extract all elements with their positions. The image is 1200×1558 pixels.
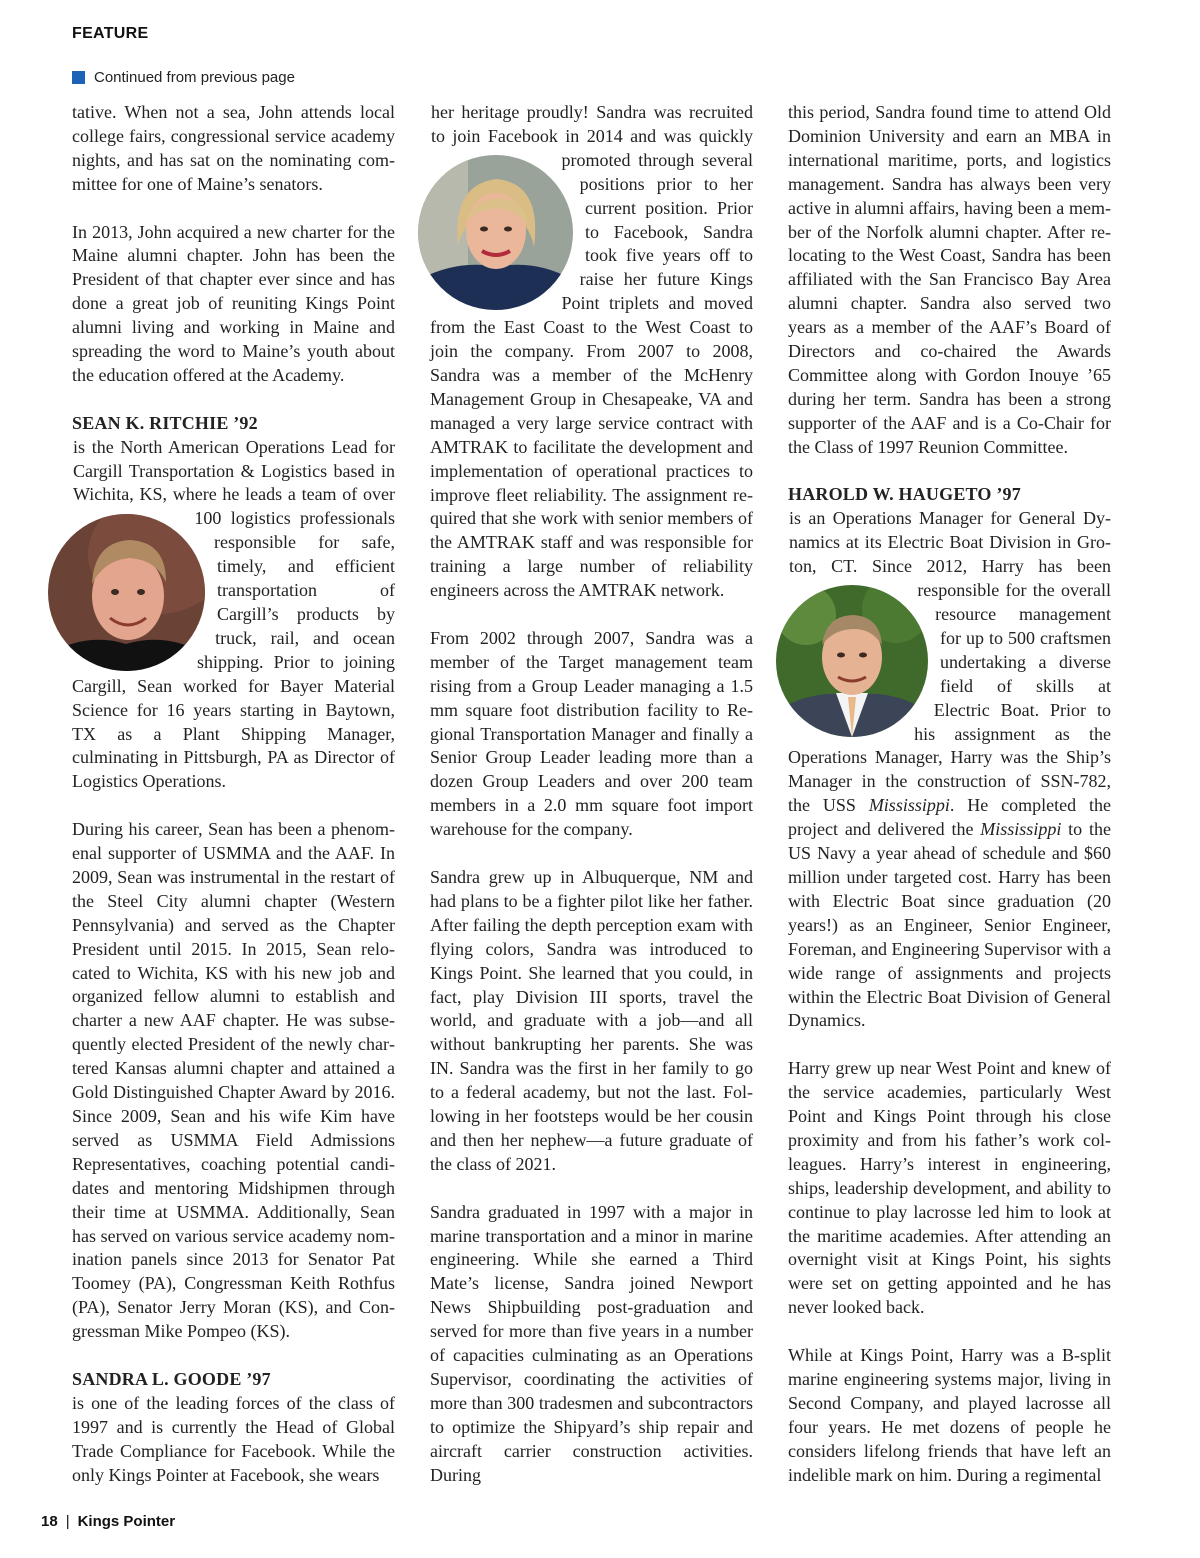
footer-separator: |: [65, 1513, 70, 1530]
paragraph: is an Operations Manager for General Dynamics at its Electric Boat Division in Groton, CT. Since 2012, Harry has been responsible for the overall resource management for up to 500 craftsmen undertaking a diverse field of skills at Electric Boat. Prior to his assignment as the Operations Manager, Harry was the Ship’s Manager in the construction of SSN-782, the USS Mississippi. He completed the project and delivered the Mississippi to the US Navy a year ahead of schedule and $60 million under targeted cost. Harry has been with Electric Boat since graduation (20 years!) as an Engineer, Senior Engineer, Foreman, and Engineering Supervisor with a wide range of assignments and projects within the Electric Boat Division of General Dynamics.: [788, 507, 1111, 1033]
paragraph: During his career, Sean has been a phenomenal supporter of USMMA and the AAF. In 2009, Sean was instrumental in the restart of the Steel City alumni chapter (Western Pennsylvania) and served as the Chapter President until 2015. In 2015, Sean relocated to Wichita, KS with his new job and organized fellow alumni to establish and charter a new AAF chapter. He was subsequently elected President of the newly chartered Kansas alumni chapter and attained a Gold Distinguished Chapter Award by 2016. Since 2009, Sean and his wife Kim have served as USMMA Field Admissions Representatives, coaching potential candidates and mentoring Midshipmen through their time at USMMA. Additionally, Sean has served on various service academy nomination panels since 2013 for Senator Pat Toomey (PA), Congressman Keith Rothfus (PA), Senator Jerry Moran (KS), and Congressman Mike Pompeo (KS).: [72, 819, 395, 1342]
profile-heading-sean: SEAN K. RITCHIE ’92: [72, 412, 258, 433]
paragraph: Harry grew up near West Point and knew of the service academies, particularly West Point and Kings Point through his close proximity and from his father’s work colleagues. Harry’s interest in engineering, ships, leadership development, and ability to continue to play lacrosse led him to look at the maritime academies. After attending an overnight visit at Kings Point, his sights were set on getting appointed and he has never looked back.: [788, 1058, 1111, 1318]
portrait-harold-haugeto: [776, 585, 928, 737]
page-footer: [41, 1513, 175, 1530]
portrait-sean-ritchie: [48, 514, 205, 671]
ship-name: Mississippi: [868, 795, 950, 816]
paragraph: From 2002 through 2007, Sandra was a member of the Target management team rising from a Group Leader managing a 1.5 mm square foot distribution facility to Regional Transportation Manager and finally a Senior Group Leader leading more than a dozen Group Leaders and over 200 team members in a 2.0 mm square foot import warehouse for the company.: [430, 627, 753, 840]
blue-square-icon: [72, 71, 85, 84]
paragraph: Sandra grew up in Albuquerque, NM and had plans to be a fighter pilot like her father. After failing the depth perception exam with flying colors, Sandra was introduced to Kings Point. She learned that you could, in fact, play Division III sports, travel the world, and graduate with a job—and all without bankrupting her parents. She was IN. Sandra was the first in her family to go to a federal academy, but not the last. Following in her footsteps would be her cousin and then her nephew—a future graduate of the class of 2021.: [430, 866, 753, 1174]
continued-note: [72, 69, 295, 86]
ship-name: Mississippi: [980, 819, 1062, 840]
column-3: [788, 101, 1111, 1488]
continued-text: Continued from previous page: [94, 69, 295, 86]
paragraph: this period, Sandra found time to attend Old Dominion University and earn an MBA in international maritime, ports, and logistics management. Sandra has always been very active in alumni affairs, having been a member of the Norfolk alumni chapter. After relocating to the West Coast, Sandra has been affiliated with the San Francisco Bay Area alumni chapter. Sandra also served two years as a member of the AAF’s Board of Directors and co-chaired the Awards Committee along with Gordon Inouye ’65 during her term. Sandra has been a strong supporter of the AAF and is a Co-Chair for the Class of 1997 Reunion Committee.: [788, 102, 1111, 457]
paragraph: tative. When not a sea, John attends local college fairs, congressional service academy nights, and has sat on the nominating committee for one of Maine’s senators.: [72, 102, 395, 194]
column-1: [72, 101, 395, 1488]
profile-heading-harold: HAROLD W. HAUGETO ’97: [788, 484, 1021, 505]
profile-heading-sandra: SANDRA L. GOODE ’97: [72, 1368, 271, 1389]
page-number: 18: [41, 1513, 58, 1530]
paragraph: While at Kings Point, Harry was a B-split marine engineering systems major, living in Second Company, and played lacrosse all four years. He met dozens of people he considers lifelong friends that have left an indelible mark on him. During a regimental: [788, 1345, 1111, 1485]
section-label: FEATURE: [72, 25, 149, 42]
paragraph: Sandra graduated in 1997 with a major in marine transportation and a minor in marine engineering. While she earned a Third Mate’s license, Sandra joined Newport News Shipbuilding post-graduation and served for more than five years in a number of capacities culminating as an Operations Supervisor, coordinating the activities of more than 300 tradesmen and subcontractors to optimize the Shipyard’s ship repair and aircraft carrier construction activities. During: [430, 1201, 753, 1485]
paragraph: In 2013, John acquired a new charter for the Maine alumni chapter. John has been the President of that chapter ever since and has done a great job of reuniting Kings Point alumni living and working in Maine and spreading the word to Maine’s youth about the education offered at the Academy.: [72, 221, 395, 385]
paragraph: is one of the leading forces of the class of 1997 and is currently the Head of Global Trade Compliance for Facebook. While the only Kings Pointer at Facebook, she wears: [72, 1392, 395, 1485]
paragraph: her heritage proudly! Sandra was recruited to join Facebook in 2014 and was quickly promoted through several positions prior to her current position. Prior to Facebook, Sandra took five years off to raise her future Kings Point triplets and moved from the East Coast to the West Coast to join the company. From 2007 to 2008, Sandra was a member of the McHenry Management Group in Chesapeake, VA and managed a very large service contract with AMTRAK to facilitate the development and implementation of operational practices to improve fleet reliability. The assignment required that she work with senior members of the AMTRAK staff and was responsible for training a large number of reliability engineers across the AMTRAK network.: [430, 101, 753, 603]
column-2: [430, 101, 753, 1488]
paragraph: is the North American Operations Lead for Cargill Transportation & Logistics based in Wichita, KS, where he leads a team of over 100 logistics professionals responsible for safe, timely, and efficient transportation of Cargill’s products by truck, rail, and ocean shipping. Prior to joining Cargill, Sean worked for Bayer Material Science for 16 years starting in Baytown, TX as a Plant Shipping Manager, culminating in Pittsburgh, PA as Director of Logistics Operations.: [72, 436, 395, 795]
publication-name: Kings Pointer: [77, 1513, 176, 1530]
portrait-sandra-goode: [418, 155, 573, 310]
